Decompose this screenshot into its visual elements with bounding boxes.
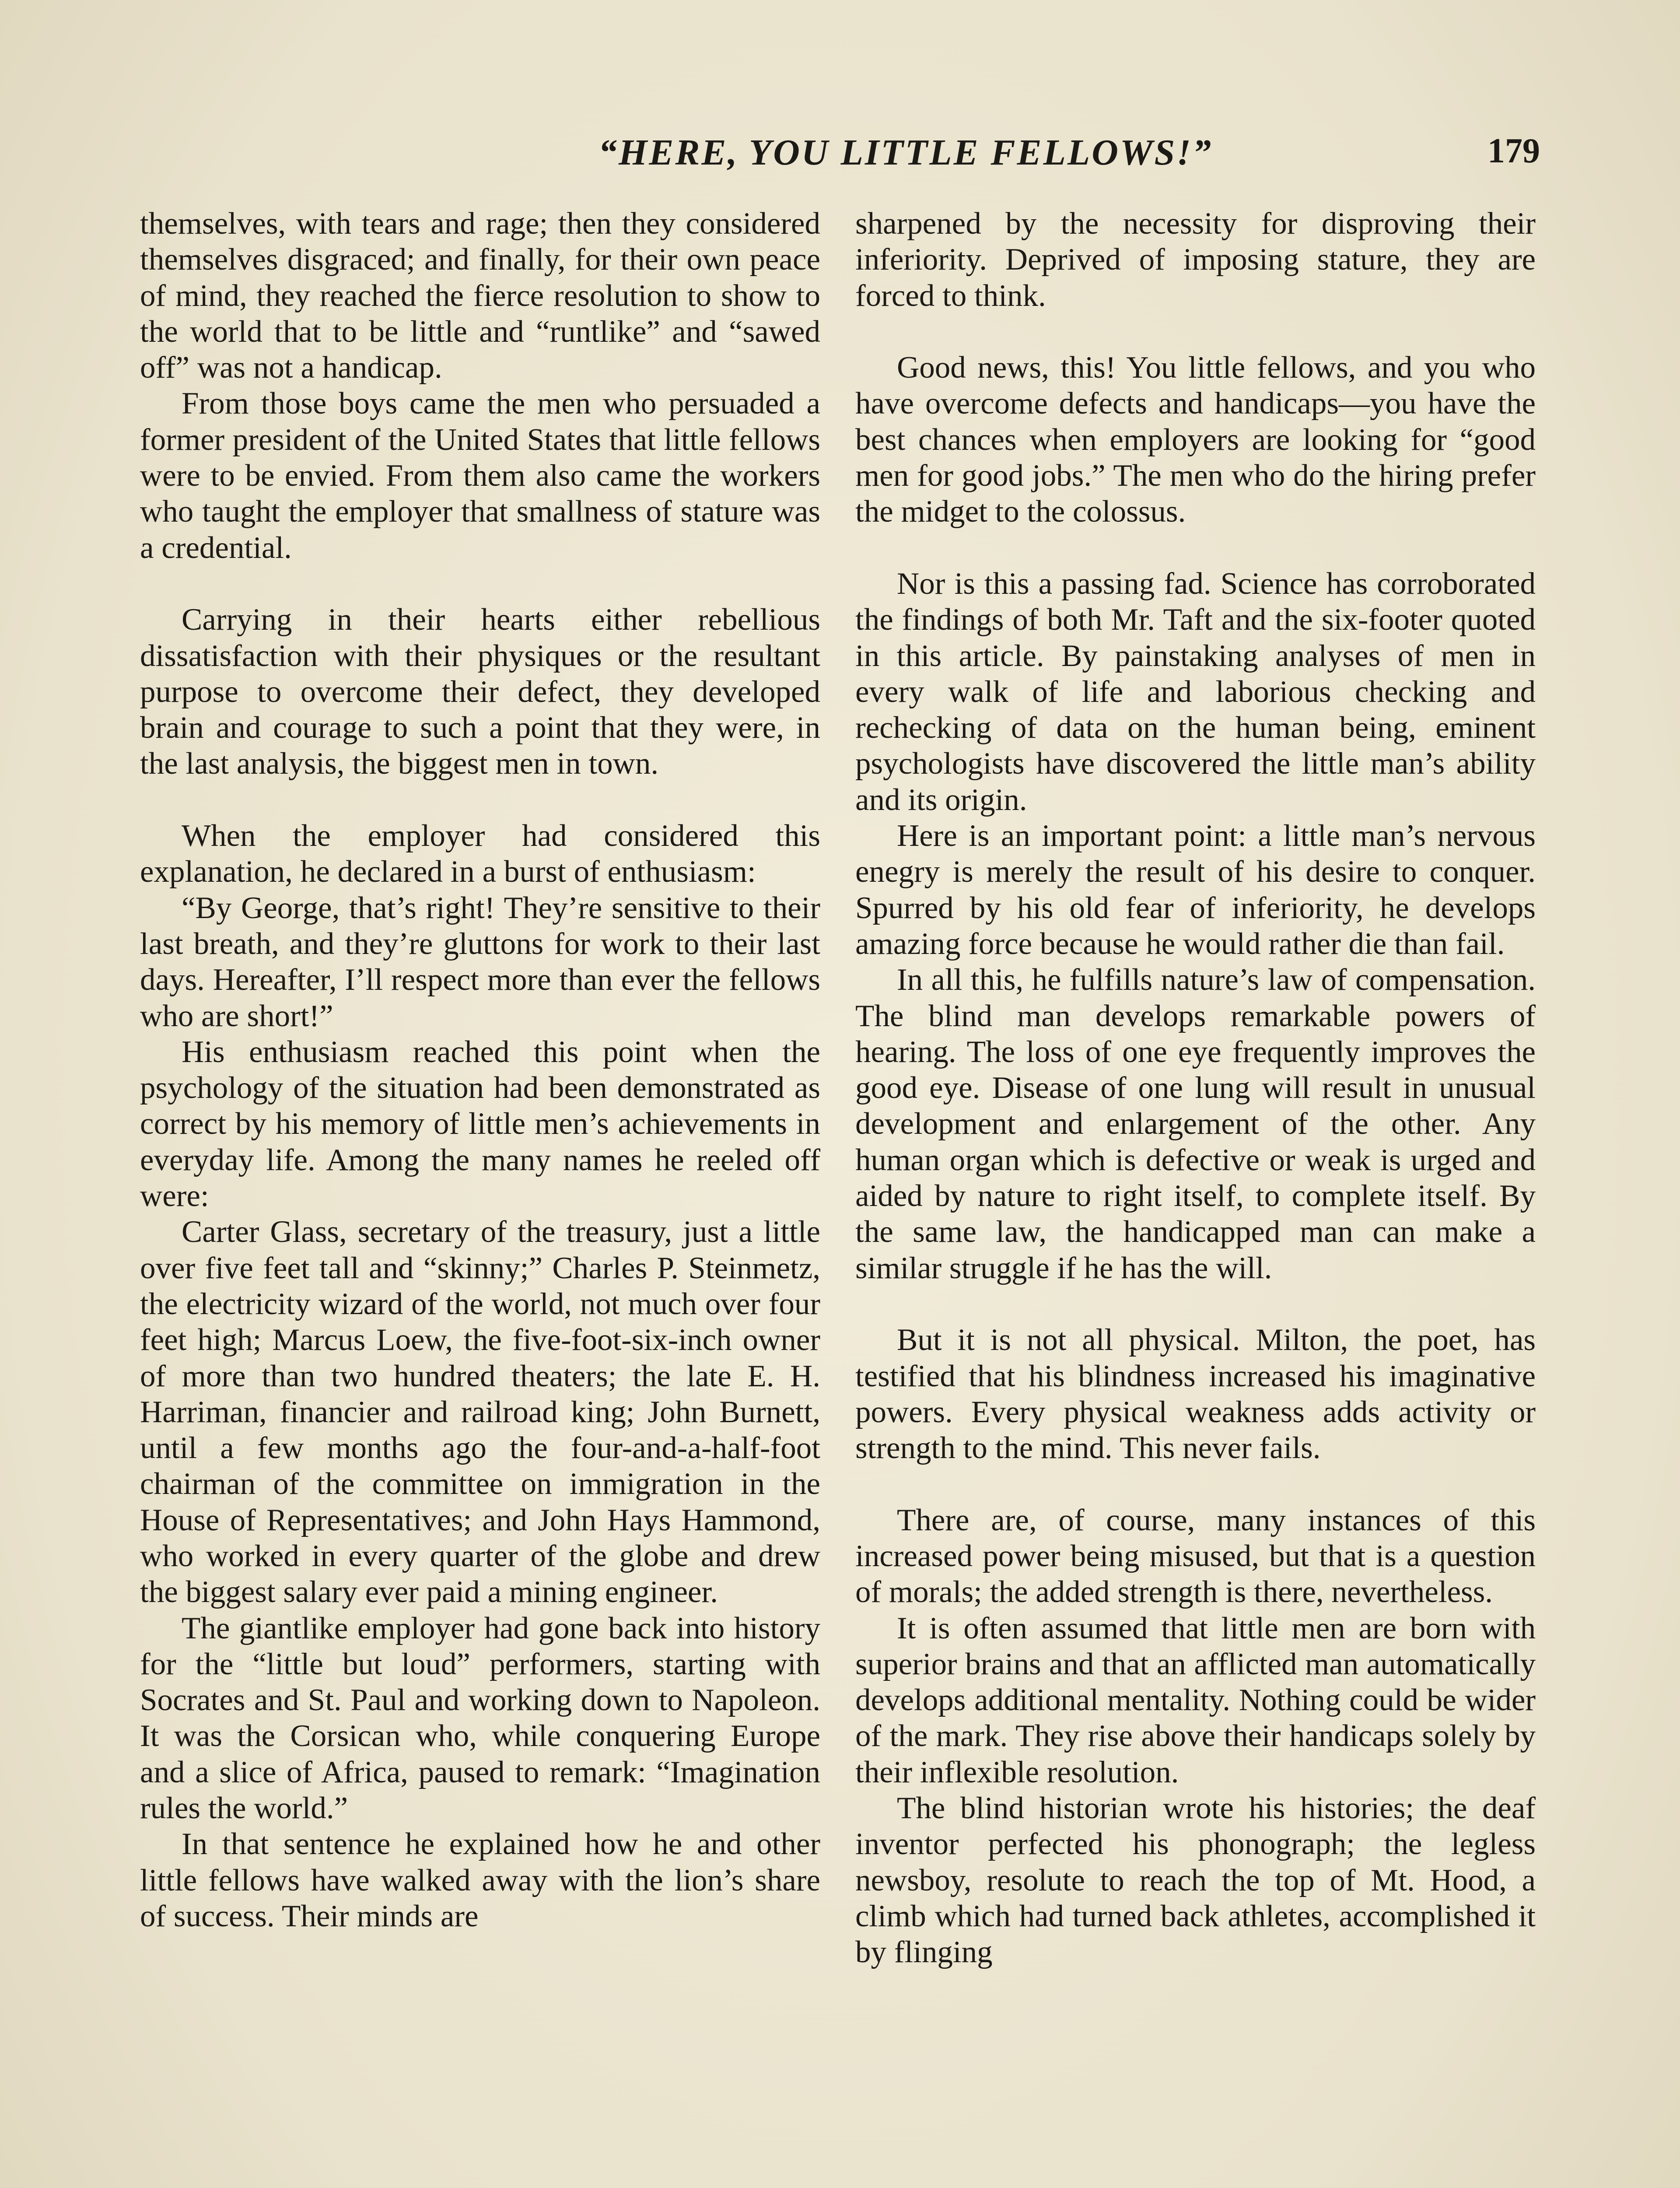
paragraph: themselves, with tears and rage; then they considered themselves disgraced; and finally, for their own peace of mind, they reached the fierce resolution to show to the world that to be little and “runtlike” and “sawed off” was not a handicap. (140, 207, 820, 385)
running-head: “HERE, YOU LITTLE FELLOWS!” (598, 132, 1213, 173)
page-number: 179 (1488, 132, 1540, 170)
paragraph: His enthusiasm reached this point when the psychology of the situation had been demonstrated as correct by his memory of little men’s achievements in everyday life. Among the many names he reeled off were: (140, 1034, 820, 1213)
page-header (140, 131, 1549, 184)
paragraph: It is often assumed that little men are born with superior brains and that an afflicted man automatically develops additional mentality. Nothing could be wider of the mark. They rise above their handicaps solely by their inflexible resolution. (855, 1611, 1536, 1789)
paragraph: When the employer had considered this explanation, he declared in a burst of enthusiasm: (140, 819, 820, 889)
right-column (855, 206, 1536, 2188)
left-column (140, 206, 820, 2188)
quote-paragraph: “By George, that’s right! They’re sensitive to their last breath, and they’re gluttons for work to their last days. Hereafter, I’ll respect more than ever the fellows who are short!” (140, 891, 820, 1033)
paragraph: But it is not all physical. Milton, the poet, has testified that his blindness increased his imaginative powers. Every physical weakness adds activity or strength to the mind. This never fails. (855, 1323, 1536, 1466)
paragraph: From those boys came the men who persuaded a former president of the United States that little fellows were to be envied. From them also came the workers who taught the employer that smallness of stature was a credential. (140, 386, 820, 565)
paragraph: sharpened by the necessity for disproving their inferiority. Deprived of imposing stature, they are forced to think. (855, 207, 1536, 313)
paragraph: Here is an important point: a little man’s nervous enegry is merely the result of his desire to conquer. Spurred by his old fear of inferiority, he develops amazing force because he would rather die than fail. (855, 819, 1536, 961)
paragraph: The blind historian wrote his histories; the deaf inventor perfected his phonograph; the legless newsboy, resolute to reach the top of Mt. Hood, a climb which had turned back athletes, accomplished it by flinging (855, 1791, 1536, 1970)
paragraph: Nor is this a passing fad. Science has corroborated the findings of both Mr. Taft and the six-footer quoted in this article. By painstaking analyses of men in every walk of life and laborious checking and rechecking of data on the human being, eminent psychologists have discovered the little man’s ability and its origin. (855, 566, 1536, 817)
paragraph: There are, of course, many instances of this increased power being misused, but that is a question of morals; the added strength is there, nevertheless. (855, 1503, 1536, 1609)
paragraph: Carter Glass, secretary of the treasury, just a little over five feet tall and “skinny;” Charles P. Steinmetz, the electricity wizard of the world, not much over four feet high; Marcus Loew, the five-foot-six-inch owner of more than two hundred theaters; the late E. H. Harriman, financier and railroad king; John Burnett, until a few months ago the four-and-a-half-foot chairman of the committee on immigration in the House of Representatives; and John Hays Hammond, who worked in every quarter of the globe and drew the biggest salary ever paid a mining engineer. (140, 1215, 820, 1609)
paragraph: In that sentence he explained how he and other little fellows have walked away with the lion’s share of success. Their minds are (140, 1827, 820, 1933)
paragraph: Good news, this! You little fellows, and you who have overcome defects and handicaps—you have the best chances when employers are looking for “good men for good jobs.” The men who do the hiring prefer the midget to the colossus. (855, 351, 1536, 529)
paragraph: In all this, he fulfills nature’s law of compensation. The blind man develops remarkable powers of hearing. The loss of one eye frequently improves the good eye. Disease of one lung will result in unusual development and enlargement of the other. Any human organ which is defective or weak is urged and aided by nature to right itself, to complete itself. By the same law, the handicapped man can make a similar struggle if he has the will. (855, 963, 1536, 1285)
paragraph: Carrying in their hearts either rebellious dissatisfaction with their physiques or the resultant purpose to overcome their defect, they developed brain and courage to such a point that they were, in the last analysis, the biggest men in town. (140, 603, 820, 781)
paragraph: The giantlike employer had gone back into history for the “little but loud” performers, starting with Socrates and St. Paul and working down to Napoleon. It was the Corsican who, while conquering Europe and a slice of Africa, paused to remark: “Imagination rules the world.” (140, 1611, 820, 1826)
